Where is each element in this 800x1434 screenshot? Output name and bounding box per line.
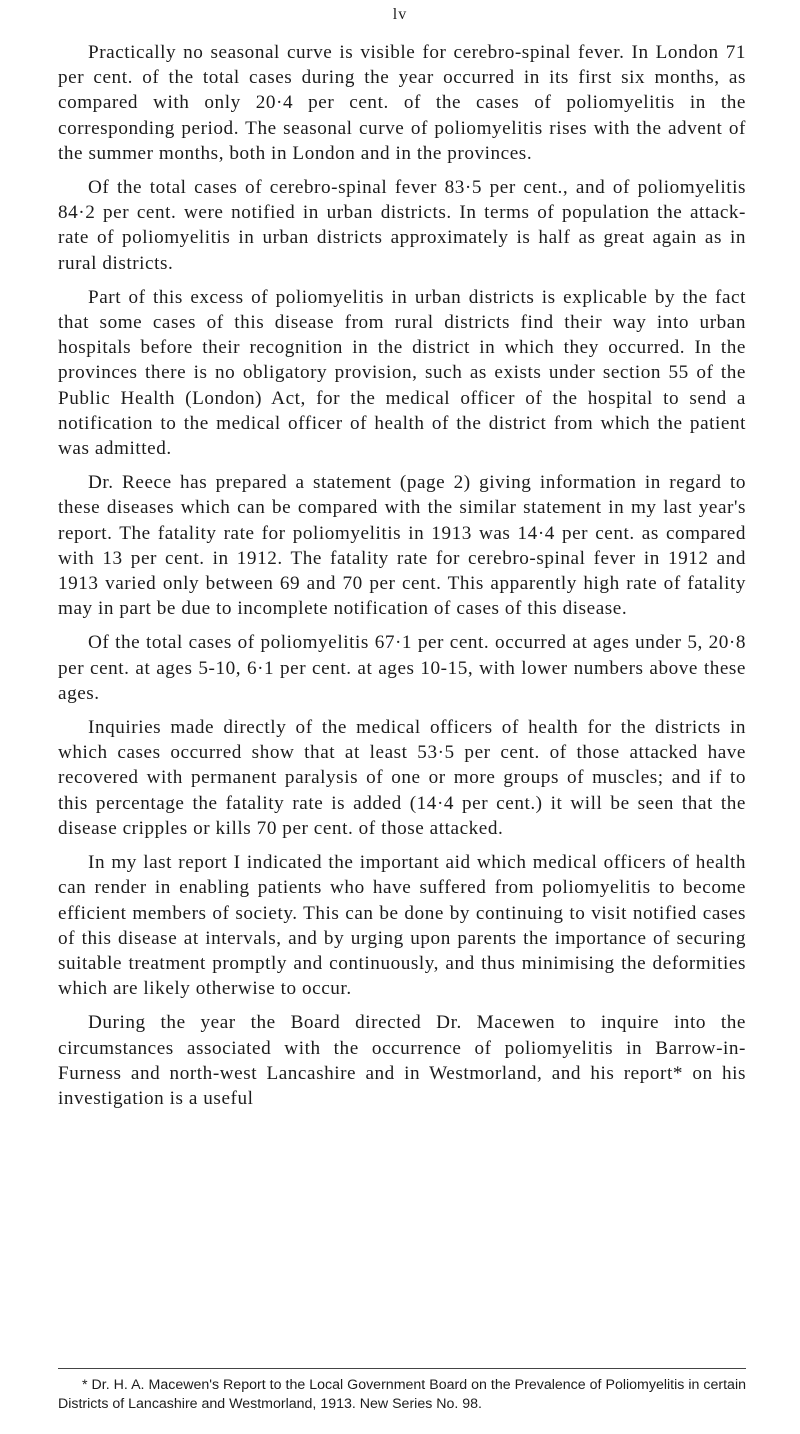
paragraph: Dr. Reece has prepared a statement (page 2) giving information in regard to these diseases which can be compared with the similar statement in my last year's report. The fatality rate for poliomyelitis in 1913 was 14·4 per cent. as compared with 13 per cent. in 1912. The fatality rate for cerebro-spinal fever in 1912 and 1913 varied only between 69 and 70 per cent. This apparently high rate of fatality may in part be due to incomplete notification of cases of this disease. [58, 472, 746, 620]
paragraph: Of the total cases of poliomyelitis 67·1 per cent. occurred at ages under 5, 20·8 per cent. at ages 5-10, 6·1 per cent. at ages 10-15, with lower numbers above these ages. [58, 632, 746, 704]
paragraph: Of the total cases of cerebro-spinal fever 83·5 per cent., and of poliomyelitis 84·2 per cent. were notified in urban districts. In terms of population the attack-rate of poliomyelitis in urban districts approximately is half as great again as in rural districts. [58, 177, 746, 274]
paragraph: Inquiries made directly of the medical officers of health for the districts in which cases occurred show that at least 53·5 per cent. of those attacked have recovered with permanent paralysis of one or more groups of muscles; and if to this percentage the fatality rate is added (14·4 per cent.) it will be seen that the disease cripples or kills 70 per cent. of those attacked. [58, 717, 746, 839]
body-text [58, 40, 746, 1120]
paragraph: In my last report I indicated the important aid which medical officers of health can render in enabling patients who have suffered from poliomyelitis to become efficient members of society. This can be done by continuing to visit notified cases of this disease at intervals, and by urging upon parents the importance of securing suitable treatment promptly and continuously, and thus minimising the deformities which are likely otherwise to occur. [58, 852, 746, 1000]
paragraph: Practically no seasonal curve is visible for cerebro-spinal fever. In London 71 per cent. of the total cases during the year occurred in its first six months, as compared with only 20·4 per cent. of the cases of poliomyelitis in the corresponding period. The seasonal curve of poliomyelitis rises with the advent of the summer months, both in London and in the provinces. [58, 42, 746, 164]
paragraph: Part of this excess of poliomyelitis in urban districts is explicable by the fact that some cases of this disease from rural districts find their way into urban hospitals before their recognition in the district in which they occurred. In the provinces there is no obligatory provision, such as exists under section 55 of the Public Health (London) Act, for the medical officer of the hospital to send a notification to the medical officer of health of the district from which the patient was admitted. [58, 286, 746, 460]
paragraph: During the year the Board directed Dr. Macewen to inquire into the circumstances associated with the occurrence of poliomyelitis in Barrow-in-Furness and north-west Lancashire and in Westmorland, and his report* on his investigation is a useful [58, 1012, 746, 1109]
footnote-divider [58, 1368, 746, 1369]
footnote: * Dr. H. A. Macewen's Report to the Local Government Board on the Prevalence of Poliomyelitis in certain Districts of Lancashire and Westmorland, 1913. New Series No. 98. [58, 1377, 746, 1412]
page-number: lv [392, 6, 408, 23]
